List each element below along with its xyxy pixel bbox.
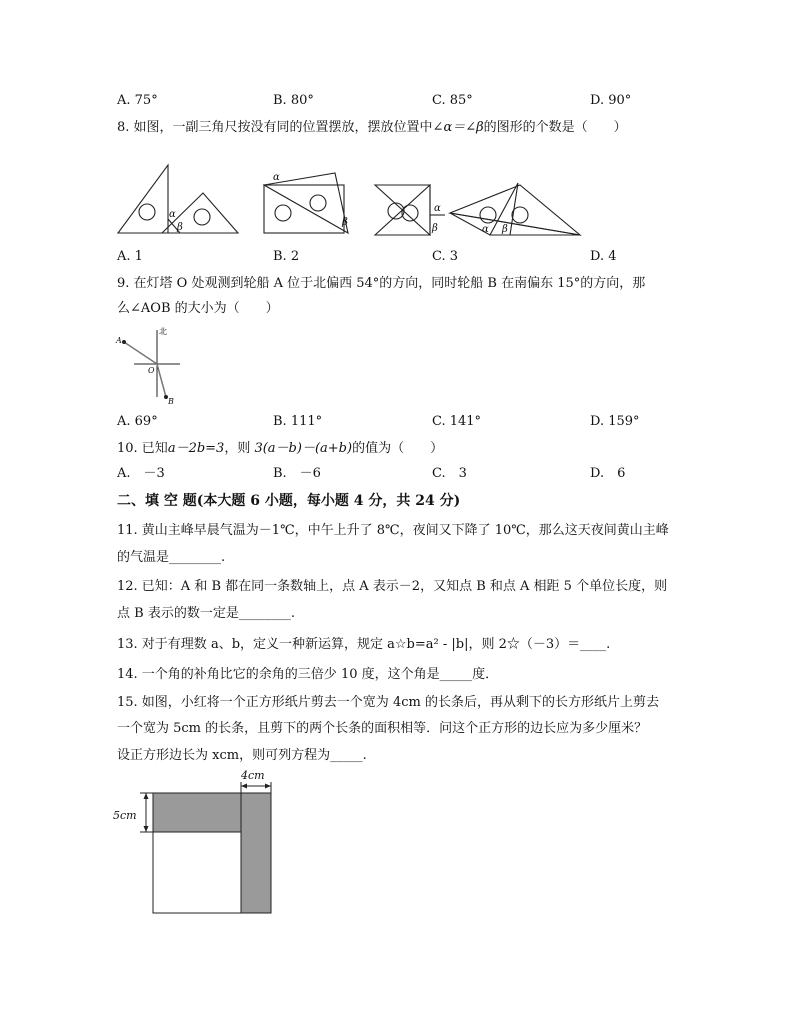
q10-stem-expr: 3(a－b)－(a+b) (254, 441, 353, 456)
q8-fig-d-alpha: α (482, 224, 489, 235)
q14-line1: 14. 一个角的补角比它的余角的三倍少 10 度，这个角是_____度． (117, 667, 499, 682)
q15-line1: 15. 如图，小红将一个正方形纸片剪去一个宽为 4cm 的长条后，再从剩下的长方形纸片上剪去 (117, 695, 659, 710)
q8-stem (117, 119, 627, 137)
q9-option-d: D. 159° (590, 414, 640, 429)
q9-point-b-label: B (168, 397, 174, 406)
q8-stem-pre: 8. 如图，一副三角尺按没有同的位置摆放，摆放位置中 (117, 120, 433, 135)
q9-stem-line1: 9. 在灯塔 O 处观测到轮船 A 位于北偏西 54°的方向，同时轮船 B 在南偏东 15°的方向，那 (117, 276, 646, 291)
q9-option-a: A. 69° (117, 414, 158, 429)
q9-point-o-label: O (148, 366, 155, 375)
q15-left-label: 5cm (113, 809, 137, 822)
section-2-title: 二、填 空 题(本大题 6 小题，每小题 4 分，共 24 分) (117, 493, 461, 509)
q9-option-b: B. 111° (273, 414, 323, 429)
q13-line1: 13. 对于有理数 a、b，定义一种新运算，规定 a☆b=a² - |b|，则 2☆（－3）＝____. (117, 637, 611, 652)
q7-option-c: C. 85° (432, 93, 473, 108)
q10-stem (117, 440, 443, 458)
q10-stem-pre: 10. 已知 (117, 441, 168, 456)
q8-option-d: D. 4 (590, 249, 617, 264)
q8-fig-c-alpha: α (434, 203, 441, 214)
q15-line2: 一个宽为 5cm 的长条，且剪下的两个长条的面积相等．问这个正方形的边长应为多少厘米？ (117, 721, 648, 736)
q15-line3: 设正方形边长为 xcm，则可列方程为_____. (117, 748, 367, 763)
q10-option-c: C. 3 (432, 466, 467, 481)
q10-stem-post: 的值为（ ） (352, 441, 444, 456)
q9-option-c: C. 141° (432, 414, 482, 429)
q10-option-b: B. －6 (273, 466, 321, 481)
q7-option-d: D. 90° (590, 93, 632, 108)
q9-point-a-label: A (116, 336, 122, 345)
q11-line2: 的气温是________. (117, 550, 226, 565)
q9-north-label: 北 (159, 327, 167, 336)
q10-option-d: D. 6 (590, 466, 626, 481)
q9-stem-line2: 么∠AOB 的大小为（ ） (117, 301, 279, 316)
q8-figure-d (450, 183, 580, 235)
q10-stem-mid: ，则 (224, 441, 255, 456)
q7-option-b: B. 80° (273, 93, 314, 108)
q7-option-a: A. 75° (117, 93, 158, 108)
q8-fig-a-alpha: α (169, 209, 176, 220)
q8-option-b: B. 2 (273, 249, 300, 264)
q9-compass-figure (112, 322, 192, 407)
q8-option-a: A. 1 (117, 249, 143, 264)
q8-fig-c-beta: β (432, 223, 438, 234)
q8-fig-d-beta: β (502, 224, 508, 235)
q15-top-label: 4cm (241, 769, 265, 782)
q10-stem-cond: a－2b=3 (167, 441, 225, 456)
q12-line2: 点 B 表示的数一定是________. (117, 606, 295, 621)
q11-line1: 11. 黄山主峰早晨气温为－1℃，中午上升了 8℃，夜间又下降了 10℃，那么这天夜间黄山主峰 (117, 523, 669, 538)
q12-line1: 12. 已知：A 和 B 都在同一条数轴上，点 A 表示－2，又知点 B 和点 A 相距 5 个单位长度，则 (117, 579, 668, 594)
q8-fig-a-beta: β (177, 222, 183, 233)
q8-option-c: C. 3 (432, 249, 459, 264)
q8-fig-b-beta: β (342, 217, 348, 228)
q10-option-a: A. －3 (117, 466, 165, 481)
q8-figure (110, 155, 590, 240)
q8-stem-math: ∠α＝∠β (432, 120, 484, 135)
q8-fig-b-alpha: α (273, 172, 280, 183)
q8-stem-post: 的图形的个数是（ ） (483, 120, 627, 135)
q15-square-figure (110, 768, 290, 918)
